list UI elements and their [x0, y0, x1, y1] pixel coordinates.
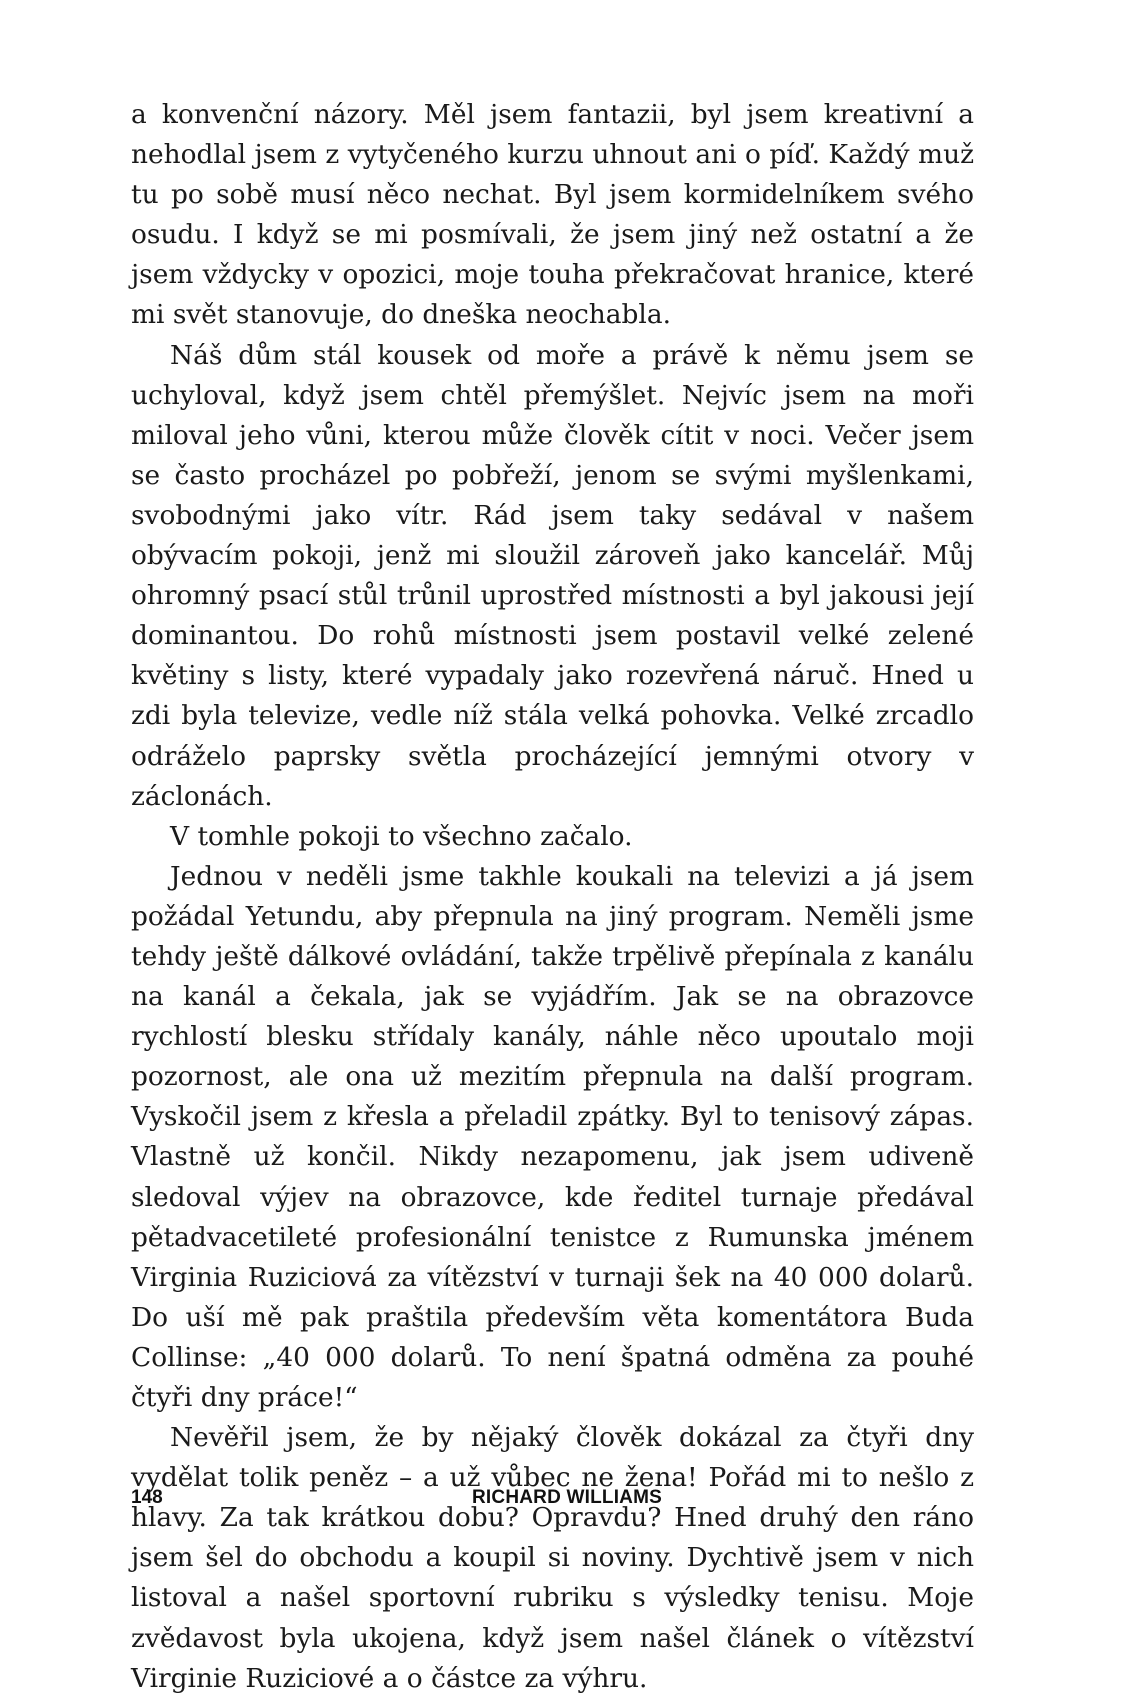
paragraph: a konvenční názory. Měl jsem fantazii, byl jsem kreativní a nehodlal jsem z vytyčeného kurzu uhnout ani o píď. Každý muž tu po sobě musí něco nechat. Byl jsem kormidelníkem svého osudu. I když se mi posmívali, že jsem jiný než ostatní a že jsem vždycky v opozici, moje touha překračovat hranice, které mi svět stanovuje, do dneška neochabla. [131, 99, 974, 331]
body-text [131, 95, 974, 1699]
paragraph: Jednou v neděli jsme takhle koukali na televizi a já jsem požádal Yetundu, aby přepnula na jiný program. Neměli jsme tehdy ještě dálkové ovládání, takže trpělivě přepínala z kanálu na kanál a čekala, jak se vyjádřím. Jak se na obrazovce rychlostí blesku střídaly kanály, náhle něco upoutalo moji pozornost, ale ona už mezitím přepnula na další program. Vyskočil jsem z křesla a přeladil zpátky. Byl to tenisový zápas. Vlastně už končil. Nikdy nezapomenu, jak jsem udiveně sledoval výjev na obrazovce, kde ředitel turnaje předával pětadvacetileté profesionální tenistce z Rumunska jménem Virginia Ruziciová za vítězství v turnaji šek na 40 000 dolarů. Do uší mě pak praštila především věta komentátora Buda Collinse: „40 000 dolarů. To není špatná odměna za pouhé čtyři dny práce!“ [131, 860, 974, 1413]
running-footer-author: RICHARD WILLIAMS [472, 1487, 663, 1508]
paragraph: Náš dům stál kousek od moře a právě k němu jsem se uchyloval, když jsem chtěl přemýšlet. Nejvíc jsem na moři miloval jeho vůni, kterou může člověk cítit v noci. Večer jsem se často procházel po pobřeží, jenom se svými myšlenkami, svobodnými jako vítr. Rád jsem taky sedával v našem obývacím pokoji, jenž mi sloužil zároveň jako kancelář. Můj ohromný psací stůl trůnil uprostřed místnosti a byl jakousi její dominantou. Do rohů místnosti jsem postavil velké zelené květiny s listy, které vypadaly jako rozevřená náruč. Hned u zdi byla televize, vedle níž stála velká pohovka. Velké zrcadlo odráželo paprsky světla procházející jemnými otvory v záclonách. [131, 339, 974, 812]
paragraph: Nevěřil jsem, že by nějaký člověk dokázal za čtyři dny vydělat tolik peněz – a už vůbec ne žena! Pořád mi to nešlo z hlavy. Za tak krátkou dobu? Opravdu? Hned druhý den ráno jsem šel do obchodu a koupil si noviny. Dychtivě jsem v nich listoval a našel sportovní rubriku s výsledky tenisu. Moje zvědavost byla ukojena, když jsem našel článek o vítězství Virginie Ruziciové a o částce za výhru. [131, 1422, 974, 1694]
page-footer [0, 1487, 1123, 1517]
page-number: 148 [131, 1487, 163, 1508]
paragraph: V tomhle pokoji to všechno začalo. [170, 820, 633, 852]
